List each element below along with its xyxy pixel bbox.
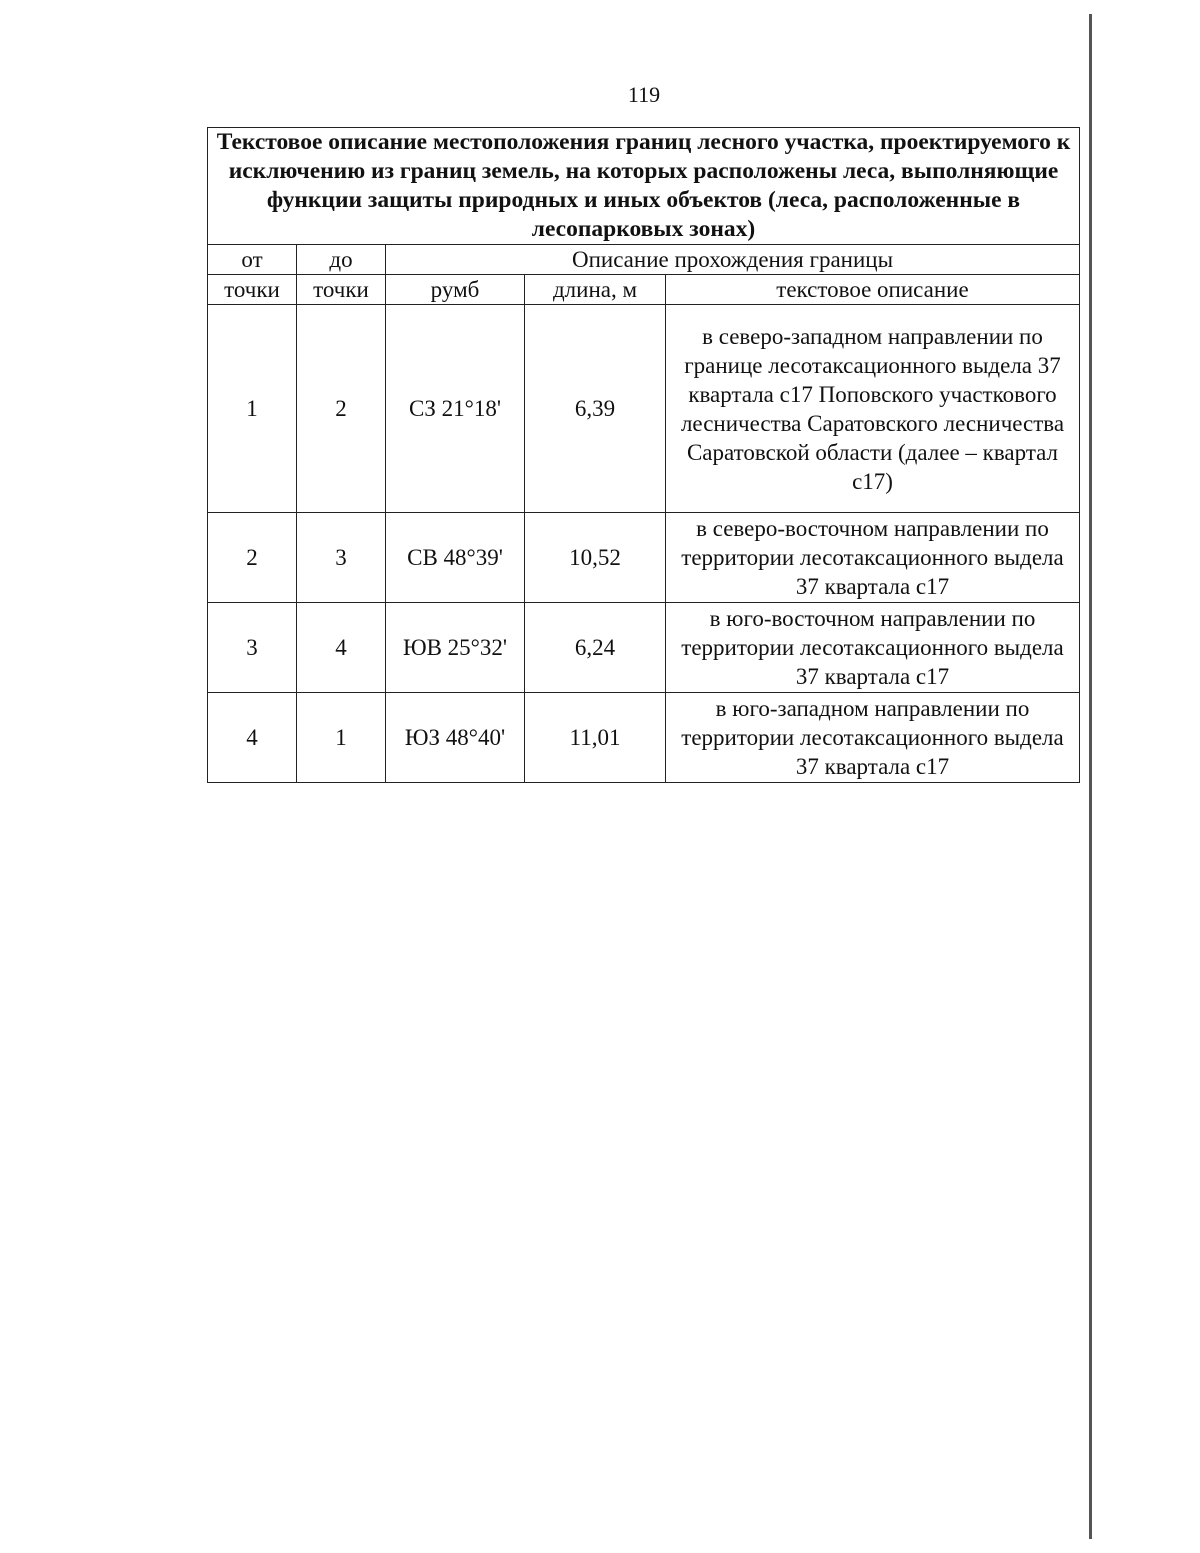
cell-to: 1: [297, 693, 386, 783]
header-to-line1: до: [297, 245, 386, 275]
header-row-2: [208, 275, 1080, 305]
table-row: [208, 305, 1080, 513]
table-row: [208, 513, 1080, 603]
table-row: [208, 693, 1080, 783]
cell-length: 6,39: [525, 305, 666, 513]
cell-length: 10,52: [525, 513, 666, 603]
header-text-description: текстовое описание: [666, 275, 1080, 305]
header-length: длина, м: [525, 275, 666, 305]
cell-to: 2: [297, 305, 386, 513]
table-caption-row: [208, 128, 1080, 245]
header-to-line2: точки: [297, 275, 386, 305]
cell-bearing: СВ 48°39': [386, 513, 525, 603]
cell-bearing: ЮВ 25°32': [386, 603, 525, 693]
page-number: 119: [627, 82, 661, 107]
header-boundary-description-group: Описание прохождения границы: [386, 245, 1080, 275]
cell-from: 1: [208, 305, 297, 513]
table-title: Текстовое описание местоположения границ лесного участка, проектируемого к исключению из границ земель, на которых расположены леса, выполняющие функции защиты природных и иных объектов (леса, расположенные в лесопарковых зонах): [208, 128, 1080, 245]
cell-length: 6,24: [525, 603, 666, 693]
cell-bearing: СЗ 21°18': [386, 305, 525, 513]
cell-description: в юго-западном направлении по территории лесотаксационного выдела 37 квартала с17: [666, 693, 1080, 783]
scan-edge-line: [1089, 14, 1092, 1539]
cell-bearing: ЮЗ 48°40': [386, 693, 525, 783]
cell-length: 11,01: [525, 693, 666, 783]
header-row-1: [208, 245, 1080, 275]
header-from-line2: точки: [208, 275, 297, 305]
cell-from: 2: [208, 513, 297, 603]
cell-description: в северо-восточном направлении по территории лесотаксационного выдела 37 квартала с17: [666, 513, 1080, 603]
header-bearing: румб: [386, 275, 525, 305]
cell-description: в юго-восточном направлении по территории лесотаксационного выдела 37 квартала с17: [666, 603, 1080, 693]
cell-to: 4: [297, 603, 386, 693]
cell-to: 3: [297, 513, 386, 603]
boundary-table: [207, 127, 1080, 783]
cell-from: 4: [208, 693, 297, 783]
table-row: [208, 603, 1080, 693]
cell-description: в северо-западном направлении по границе лесотаксационного выдела 37 квартала с17 Поповского участкового лесничества Саратовского лесничества Саратовской области (далее – квартал с17): [666, 305, 1080, 513]
header-from-line1: от: [208, 245, 297, 275]
cell-from: 3: [208, 603, 297, 693]
